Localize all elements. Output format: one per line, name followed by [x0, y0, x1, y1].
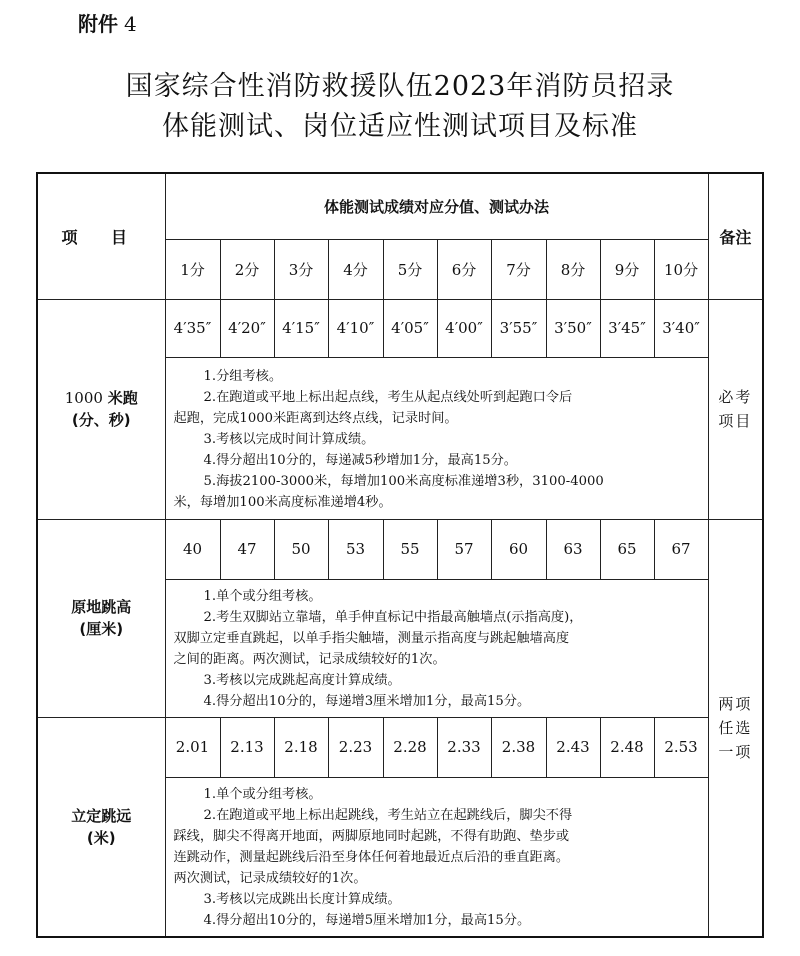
value-cell: 55 [383, 519, 437, 579]
header-note-cell: 备注 [708, 173, 763, 299]
page-title-line1: 国家综合性消防救援队伍2023年消防员招录 [125, 71, 675, 102]
value-cell: 53 [328, 519, 383, 579]
table-row-highjump-values [37, 519, 763, 579]
value-cell: 60 [491, 519, 546, 579]
method-line: 起跑，完成1000米距离到达终点线，记录时间。 [173, 410, 458, 426]
method-line: 米，每增加100米高度标准递增4秒。 [173, 494, 392, 510]
value-cell: 4′15″ [274, 299, 328, 357]
value-cell: 3′45″ [600, 299, 654, 357]
score-header: 8分 [546, 239, 600, 299]
method-line: 3.考核以完成跳起高度计算成绩。 [203, 673, 401, 688]
value-cell: 2.48 [600, 717, 654, 777]
value-cell: 63 [546, 519, 600, 579]
item-unit: (分、秒) [71, 411, 131, 429]
method-line: 之间的距离。两次测试，记录成绩较好的1次。 [173, 652, 446, 667]
value-cell: 2.01 [165, 717, 220, 777]
score-header: 9分 [600, 239, 654, 299]
value-cell: 65 [600, 519, 654, 579]
value-cell: 2.38 [491, 717, 546, 777]
value-cell: 67 [654, 519, 708, 579]
value-cell: 2.33 [437, 717, 491, 777]
score-header: 3分 [274, 239, 328, 299]
method-cell-run [165, 357, 708, 519]
value-cell: 4′20″ [220, 299, 274, 357]
annex-label [78, 8, 137, 37]
value-cell: 3′40″ [654, 299, 708, 357]
value-cell: 3′50″ [546, 299, 600, 357]
score-header: 5分 [383, 239, 437, 299]
score-header: 6分 [437, 239, 491, 299]
method-line: 5.海拔2100-3000米，每增加100米高度标准递增3秒，3100-4000 [203, 473, 604, 489]
value-cell: 50 [274, 519, 328, 579]
value-cell: 57 [437, 519, 491, 579]
item-name: 立定跳远 [71, 806, 132, 825]
note-choose-one [708, 519, 763, 937]
method-line: 踩线，脚尖不得离开地面，两脚原地同时起跳，不得有助跑、垫步或 [173, 829, 570, 845]
table-row-run-values [37, 299, 763, 357]
item-name-standing-long-jump [37, 717, 165, 937]
value-cell: 2.13 [220, 717, 274, 777]
note-text: 任选 [718, 718, 753, 737]
note-text: 两项 [718, 694, 753, 713]
method-cell-highjump [165, 579, 708, 717]
table-row-longjump-values [37, 717, 763, 777]
score-header: 7分 [491, 239, 546, 299]
value-cell: 3′55″ [491, 299, 546, 357]
value-cell: 40 [165, 519, 220, 579]
method-line: 4.得分超出10分的，每递增3厘米增加1分，最高15分。 [203, 694, 531, 709]
value-cell: 2.18 [274, 717, 328, 777]
note-text: 项目 [718, 412, 753, 430]
value-cell: 4′00″ [437, 299, 491, 357]
header-item-cell: 项 目 [37, 173, 165, 299]
note-text: 必考 [718, 388, 753, 406]
header-row-top [37, 173, 763, 239]
annex-text: 附件 [78, 12, 118, 36]
method-line: 1.单个或分组考核。 [203, 787, 322, 803]
standards-table [36, 172, 764, 938]
value-cell: 2.43 [546, 717, 600, 777]
method-line: 3.考核以完成跳出长度计算成绩。 [203, 892, 401, 908]
note-required [708, 299, 763, 519]
item-name: 原地跳高 [71, 598, 132, 616]
item-name-standing-high-jump [37, 519, 165, 717]
method-line: 4.得分超出10分的，每递增5厘米增加1分，最高15分。 [203, 913, 531, 929]
note-text: 一项 [718, 742, 753, 761]
method-line: 两次测试，记录成绩较好的1次。 [173, 871, 367, 887]
item-unit: (厘米) [79, 620, 124, 638]
item-unit: (米) [86, 828, 116, 847]
header-scores-title: 体能测试成绩对应分值、测试办法 [165, 173, 708, 239]
value-cell: 4′05″ [383, 299, 437, 357]
score-header: 2分 [220, 239, 274, 299]
method-line: 4.得分超出10分的，每递减5秒增加1分，最高15分。 [203, 452, 517, 468]
method-line: 1.分组考核。 [203, 368, 283, 384]
score-header: 1分 [165, 239, 220, 299]
item-name-1000m-run [37, 299, 165, 519]
score-header: 10分 [654, 239, 708, 299]
method-line: 2.在跑道或平地上标出起跳线，考生站立在起跳线后，脚尖不得 [203, 808, 573, 824]
value-cell: 2.53 [654, 717, 708, 777]
value-cell: 4′35″ [165, 299, 220, 357]
score-header: 4分 [328, 239, 383, 299]
value-cell: 47 [220, 519, 274, 579]
method-line: 连跳动作，测量起跳线后沿至身体任何着地最近点后沿的垂直距离。 [173, 850, 570, 866]
method-line: 2.考生双脚站立靠墙，单手伸直标记中指最高触墙点(示指高度)， [203, 610, 583, 625]
value-cell: 4′10″ [328, 299, 383, 357]
method-line: 3.考核以完成时间计算成绩。 [203, 431, 375, 447]
method-line: 1.单个或分组考核。 [203, 589, 322, 604]
value-cell: 2.23 [328, 717, 383, 777]
item-name-distance: 1000 [64, 389, 103, 407]
page-title-line2: 体能测试、岗位适应性测试项目及标准 [162, 111, 638, 142]
item-name-run: 米跑 [107, 389, 138, 407]
method-line: 双脚立定垂直跳起，以单手指尖触墙，测量示指高度与跳起触墙高度 [173, 631, 570, 646]
annex-number: 4 [124, 12, 137, 36]
value-cell: 2.28 [383, 717, 437, 777]
method-line: 2.在跑道或平地上标出起点线，考生从起点线处听到起跑口令后 [203, 389, 573, 405]
method-cell-longjump [165, 777, 708, 937]
